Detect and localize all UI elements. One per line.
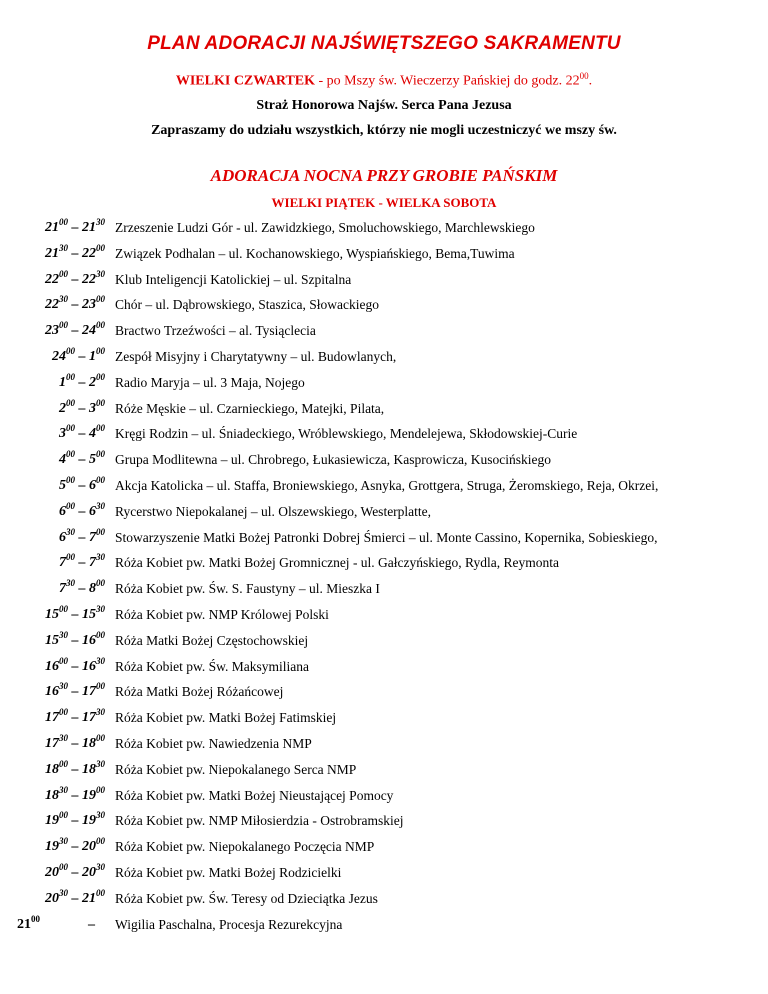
end-hour: 16: [82, 658, 96, 674]
range-dash: –: [68, 710, 82, 726]
end-minute: 00: [96, 345, 105, 356]
range-dash: –: [75, 503, 89, 519]
time-range: [45, 758, 105, 778]
schedule-row: [0, 835, 768, 861]
start-minute: 00: [31, 913, 40, 924]
end-minute: 00: [96, 423, 105, 434]
range-dash: –: [75, 400, 89, 416]
start-minute: 30: [59, 887, 68, 898]
range-dash: –: [75, 452, 89, 468]
start-minute: 00: [59, 861, 68, 872]
time-range: [45, 268, 105, 288]
row-description: Kręgi Rodzin – ul. Śniadeckiego, Wróblewskiego, Mendelejewa, Skłodowskiej-Curie: [115, 426, 578, 442]
row-description: Bractwo Trzeźwości – al. Tysiąclecia: [115, 323, 316, 339]
end-minute: 30: [96, 655, 105, 666]
time-range: [45, 629, 105, 649]
start-hour: 18: [45, 787, 59, 803]
schedule-row: [0, 655, 768, 681]
row-description: Róże Męskie – ul. Czarnieckiego, Matejki, Pilata,: [115, 400, 385, 416]
row-description: Róża Kobiet pw. Św. Maksymiliana: [115, 658, 309, 674]
end-minute: 00: [96, 836, 105, 847]
end-minute: 00: [96, 242, 105, 253]
end-hour: 6: [89, 503, 96, 519]
start-minute: 00: [66, 474, 75, 485]
row-description: Róża Kobiet pw. Matki Bożej Nieustającej Pomocy: [115, 787, 394, 803]
time-range: [45, 707, 105, 726]
end-minute: 00: [96, 629, 105, 640]
row-description: Róża Kobiet pw. Św. Teresy od Dzieciątka Jezus: [115, 890, 378, 906]
start-hour: 7: [59, 581, 66, 597]
range-dash: –: [75, 581, 89, 597]
time-range: [45, 603, 105, 623]
end-hour: 6: [89, 477, 96, 493]
row-description: Róża Kobiet pw. Św. S. Faustyny – ul. Mieszka I: [115, 581, 380, 597]
page-title: PLAN ADORACJI NAJŚWIĘTSZEGO SAKRAMENTU: [147, 33, 621, 54]
range-dash: –: [68, 632, 82, 648]
start-hour: 6: [59, 529, 66, 545]
row-description: Róża Kobiet pw. Niepokalanego Poczęcia NMP: [115, 839, 375, 855]
end-minute: 30: [96, 500, 105, 511]
start-minute: 00: [59, 707, 68, 718]
end-hour: 20: [82, 864, 96, 880]
time-range: [45, 242, 105, 262]
schedule-row: [0, 293, 768, 319]
section-title: ADORACJA NOCNA PRZY GROBIE PAŃSKIM: [210, 166, 558, 185]
time-range: [59, 526, 105, 546]
start-minute: 00: [59, 758, 68, 769]
time-range: [45, 732, 105, 752]
range-dash: –: [75, 477, 89, 493]
row-description: Chór – ul. Dąbrowskiego, Staszica, Słowackiego: [115, 297, 379, 313]
intro-time-sup: 00: [579, 71, 589, 81]
schedule-row: [0, 268, 768, 294]
start-minute: 00: [66, 423, 75, 434]
end-minute: 30: [96, 861, 105, 872]
start-hour: 17: [45, 735, 59, 751]
range-dash: –: [75, 374, 89, 390]
start-minute: 00: [59, 655, 68, 666]
time-range: [45, 784, 105, 804]
time-range: [45, 217, 105, 236]
start-hour: 21: [45, 245, 59, 261]
time-range: [59, 423, 105, 442]
start-hour: 22: [45, 297, 59, 313]
time-range: [45, 861, 105, 881]
time-start: [17, 913, 40, 933]
start-minute: 00: [66, 345, 75, 356]
end-minute: 30: [96, 603, 105, 614]
row-description: Róża Kobiet pw. Matki Bożej Gromnicznej - ul. Gałczyńskiego, Rydla, Reymonta: [115, 555, 559, 571]
start-hour: 19: [45, 813, 59, 829]
start-minute: 30: [66, 578, 75, 589]
time-range: [59, 474, 105, 494]
schedule-row: [0, 242, 768, 268]
schedule-row: [0, 345, 768, 371]
row-description: Róża Kobiet pw. NMP Miłosierdzia - Ostrobramskiej: [115, 813, 404, 829]
start-hour: 21: [17, 916, 31, 932]
row-description: Róża Kobiet pw. Matki Bożej Fatimskiej: [115, 710, 337, 726]
schedule-row: [0, 474, 768, 500]
end-minute: 00: [96, 294, 105, 305]
start-minute: 30: [59, 732, 68, 743]
end-minute: 00: [96, 474, 105, 485]
start-hour: 15: [45, 606, 59, 622]
row-description: Róża Matki Bożej Różańcowej: [115, 684, 284, 700]
row-description: Zrzeszenie Ludzi Gór - ul. Zawidzkiego, Smoluchowskiego, Marchlewskiego: [115, 220, 535, 235]
end-minute: 00: [96, 578, 105, 589]
end-hour: 24: [82, 323, 96, 339]
start-hour: 16: [45, 684, 59, 700]
time-range: [59, 578, 105, 597]
start-minute: 00: [66, 371, 75, 382]
range-dash: –: [68, 839, 82, 855]
row-description: Stowarzyszenie Matki Bożej Patronki Dobrej Śmierci – ul. Monte Cassino, Kopernika, Sobieskiego,: [115, 529, 658, 545]
start-hour: 22: [45, 271, 59, 287]
time-range: [45, 655, 105, 675]
start-minute: 30: [59, 629, 68, 640]
row-description: Zespół Misyjny i Charytatywny – ul. Budowlanych,: [115, 348, 397, 364]
start-hour: 21: [45, 220, 59, 235]
range-dash: –: [75, 426, 89, 442]
row-description: Róża Kobiet pw. Matki Bożej Rodzicielki: [115, 864, 342, 880]
row-description: Wigilia Paschalna, Procesja Rezurekcyjna: [115, 916, 343, 932]
intro-line-3: Zapraszamy do udziału wszystkich, którzy nie mogli uczestniczyć we mszy św.: [151, 123, 617, 138]
start-minute: 00: [66, 449, 75, 460]
schedule-row: [0, 319, 768, 345]
schedule-row: [0, 397, 768, 423]
end-hour: 21: [82, 890, 96, 906]
end-minute: 30: [96, 217, 105, 227]
end-hour: 4: [89, 426, 96, 442]
end-minute: 30: [96, 810, 105, 821]
end-minute: 00: [96, 887, 105, 898]
end-hour: 15: [82, 606, 96, 622]
start-minute: 00: [66, 552, 75, 563]
end-minute: 00: [96, 397, 105, 408]
schedule-row: [0, 448, 768, 474]
schedule-row: [0, 603, 768, 629]
start-minute: 30: [59, 681, 68, 692]
start-minute: 30: [66, 526, 75, 537]
time-range: [45, 836, 105, 855]
time-range: [59, 500, 105, 520]
start-hour: 6: [59, 503, 66, 519]
start-minute: 00: [59, 603, 68, 614]
time-range: [45, 810, 105, 829]
end-hour: 8: [89, 581, 96, 597]
time-range: [52, 345, 105, 365]
schedule-row: [0, 758, 768, 784]
range-dash: –: [75, 529, 89, 545]
start-minute: 00: [66, 397, 75, 408]
start-minute: 00: [59, 217, 68, 227]
schedule-row: [0, 861, 768, 887]
end-hour: 5: [89, 452, 96, 468]
time-range: [59, 371, 105, 391]
end-minute: 00: [96, 681, 105, 692]
start-minute: 00: [66, 500, 75, 511]
schedule-row: [0, 887, 768, 913]
range-dash: –: [68, 658, 82, 674]
end-hour: 17: [82, 710, 96, 726]
range-dash: –: [68, 297, 82, 313]
row-description: Róża Kobiet pw. NMP Królowej Polski: [115, 606, 329, 622]
time-range: [59, 449, 105, 468]
time-range: [45, 681, 105, 700]
schedule-row: [0, 784, 768, 810]
end-hour: 16: [82, 632, 96, 648]
range-dash: –: [68, 890, 82, 906]
schedule-row: [0, 216, 768, 242]
range-dash: –: [68, 271, 82, 287]
start-hour: 20: [45, 890, 59, 906]
start-hour: 24: [52, 348, 66, 364]
row-description: Rycerstwo Niepokalanej – ul. Olszewskiego, Westerplatte,: [115, 503, 432, 519]
start-hour: 2: [59, 400, 66, 416]
range-dash: –: [68, 864, 82, 880]
end-minute: 30: [96, 707, 105, 718]
range-dash: –: [68, 245, 82, 261]
end-hour: 7: [89, 555, 96, 571]
schedule-list: [0, 216, 768, 938]
end-hour: 20: [82, 839, 96, 855]
end-hour: 21: [82, 220, 96, 235]
day-label: WIELKI CZWARTEK: [175, 73, 316, 89]
end-hour: 19: [82, 787, 96, 803]
schedule-row: [0, 422, 768, 448]
start-hour: 23: [45, 323, 59, 339]
schedule-row: [0, 809, 768, 835]
section-subtitle: WIELKI PIĄTEK - WIELKA SOBOTA: [271, 195, 497, 210]
time-range: [59, 397, 105, 417]
time-range: [45, 320, 105, 339]
intro-end: .: [588, 73, 593, 89]
row-description: Grupa Modlitewna – ul. Chrobrego, Łukasiewicza, Kasprowicza, Kusocińskiego: [115, 452, 552, 468]
start-hour: 19: [45, 839, 59, 855]
schedule-row-final: [0, 913, 768, 939]
range-dash: –: [68, 761, 82, 777]
start-hour: 4: [59, 452, 66, 468]
row-description: Róża Matki Bożej Częstochowskiej: [115, 632, 309, 648]
time-range: [45, 294, 105, 313]
range-dash: –: [68, 323, 82, 339]
row-description: Radio Maryja – ul. 3 Maja, Nojego: [115, 374, 305, 390]
intro-line-1: [0, 71, 768, 90]
schedule-row: [0, 629, 768, 655]
end-minute: 00: [96, 320, 105, 331]
end-minute: 00: [96, 449, 105, 460]
intro-text: - po Mszy św. Wieczerzy Pańskiej do godz. 22: [315, 73, 580, 89]
end-minute: 30: [96, 758, 105, 769]
end-minute: 00: [96, 371, 105, 382]
schedule-row: [0, 500, 768, 526]
end-minute: 30: [96, 268, 105, 279]
range-dash: –: [68, 684, 82, 700]
row-description: Związek Podhalan – ul. Kochanowskiego, Wyspiańskiego, Bema,Tuwima: [115, 245, 515, 261]
start-hour: 17: [45, 710, 59, 726]
start-hour: 1: [59, 374, 66, 390]
end-minute: 30: [96, 552, 105, 563]
start-hour: 7: [59, 555, 66, 571]
range-dash: –: [75, 555, 89, 571]
end-hour: 23: [82, 297, 96, 313]
range-dash: –: [68, 735, 82, 751]
start-hour: 20: [45, 864, 59, 880]
start-minute: 00: [59, 810, 68, 821]
schedule-row: [0, 732, 768, 758]
end-hour: 19: [82, 813, 96, 829]
start-minute: 30: [59, 836, 68, 847]
range-dash: –: [75, 348, 89, 364]
range-dash: –: [68, 220, 82, 235]
row-description: Akcja Katolicka – ul. Staffa, Broniewskiego, Asnyka, Grottgera, Struga, Żeromskiego, Reja, Okrzei,: [115, 477, 659, 493]
end-minute: 00: [96, 784, 105, 795]
end-hour: 7: [89, 529, 96, 545]
intro-line-2: Straż Honorowa Najśw. Serca Pana Jezusa: [256, 98, 512, 113]
end-minute: 00: [96, 526, 105, 537]
end-hour: 18: [82, 735, 96, 751]
start-hour: 16: [45, 658, 59, 674]
start-hour: 5: [59, 477, 66, 493]
schedule-row: [0, 526, 768, 552]
end-hour: 3: [89, 400, 96, 416]
end-hour: 22: [82, 245, 96, 261]
range-dash: –: [68, 813, 82, 829]
schedule-row: [0, 680, 768, 706]
range-dash: –: [68, 787, 82, 803]
end-hour: 2: [89, 374, 96, 390]
start-minute: 00: [59, 268, 68, 279]
row-description: Róża Kobiet pw. Nawiedzenia NMP: [115, 735, 312, 751]
start-minute: 00: [59, 320, 68, 331]
row-description: Klub Inteligencji Katolickiej – ul. Szpitalna: [115, 271, 352, 287]
end-hour: 18: [82, 761, 96, 777]
row-description: Róża Kobiet pw. Niepokalanego Serca NMP: [115, 761, 357, 777]
start-hour: 3: [59, 426, 66, 442]
time-range: [45, 887, 105, 907]
schedule-row: [0, 577, 768, 603]
schedule-row: [0, 706, 768, 732]
range-dash: –: [68, 606, 82, 622]
start-hour: 18: [45, 761, 59, 777]
range-dash: –: [88, 916, 95, 932]
end-hour: 22: [82, 271, 96, 287]
end-hour: 1: [89, 348, 96, 364]
start-minute: 30: [59, 242, 68, 253]
time-range: [59, 552, 105, 571]
schedule-row: [0, 371, 768, 397]
start-hour: 15: [45, 632, 59, 648]
start-minute: 30: [59, 294, 68, 305]
end-minute: 00: [96, 732, 105, 743]
start-minute: 30: [59, 784, 68, 795]
end-hour: 17: [82, 684, 96, 700]
schedule-row: [0, 551, 768, 577]
